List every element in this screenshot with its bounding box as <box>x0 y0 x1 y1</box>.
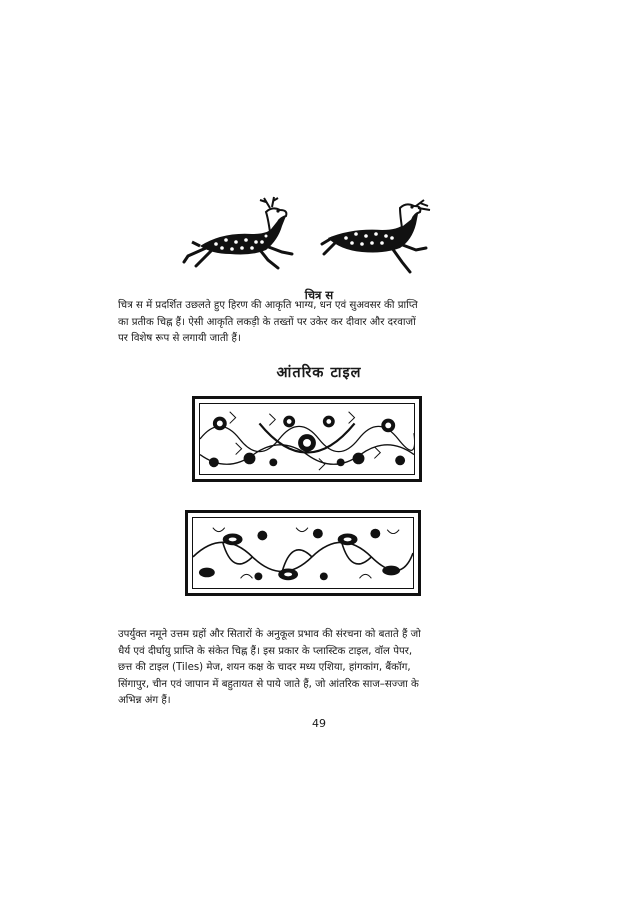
paragraph-line: छत्त की टाइल (Tiles) मेज, शयन कक्ष के चादर मध्य एशिया, हांगकांग, बैंकॉग, <box>118 662 411 674</box>
page-number: 49 <box>312 717 326 730</box>
paragraph-line: चित्र स में प्रदर्शित उछलते हुए हिरण की आकृति भाग्य, धन एवं सुअवसर की प्राप्ति <box>118 300 418 311</box>
interior-tile-floral-2-image <box>185 510 421 596</box>
interior-tile-floral-1-image <box>192 396 422 482</box>
paragraph-line: पर विशेष रूप से लगायी जाती हैं। <box>118 333 241 345</box>
paragraph-line: का प्रतीक चिह्न हैं। ऐसी आकृति लकड़ी के तख्तों पर उकेर कर दीवार और दरवाजों <box>118 316 416 328</box>
paragraph-line: अभिन्न अंग हैं। <box>118 695 171 707</box>
leaping-deer-right-image <box>318 198 440 276</box>
paragraph-line: सिंगापुर, चीन एवं जापान में बहुतायत से पाये जाते हैं, जो आंतरिक साज–सज्जा के <box>118 678 419 690</box>
paragraph-line: धैर्य एवं दीर्घायु प्राप्ति के संकेत चिह्न हैं। इस प्रकार के प्लास्टिक टाइल, वॉल पेपर, <box>118 645 413 657</box>
deer-paragraph <box>118 298 522 348</box>
paragraph-line: उपर्युक्त नमूने उत्तम ग्रहों और सितारों के अनुकूल प्रभाव की संरचना को बताते हैं जो <box>118 629 421 640</box>
leaping-deer-left-image <box>182 196 302 270</box>
figure-caption: चित्र स <box>304 288 334 302</box>
tiles-paragraph <box>118 627 522 710</box>
section-heading: आंतरिक टाइल <box>276 365 362 381</box>
